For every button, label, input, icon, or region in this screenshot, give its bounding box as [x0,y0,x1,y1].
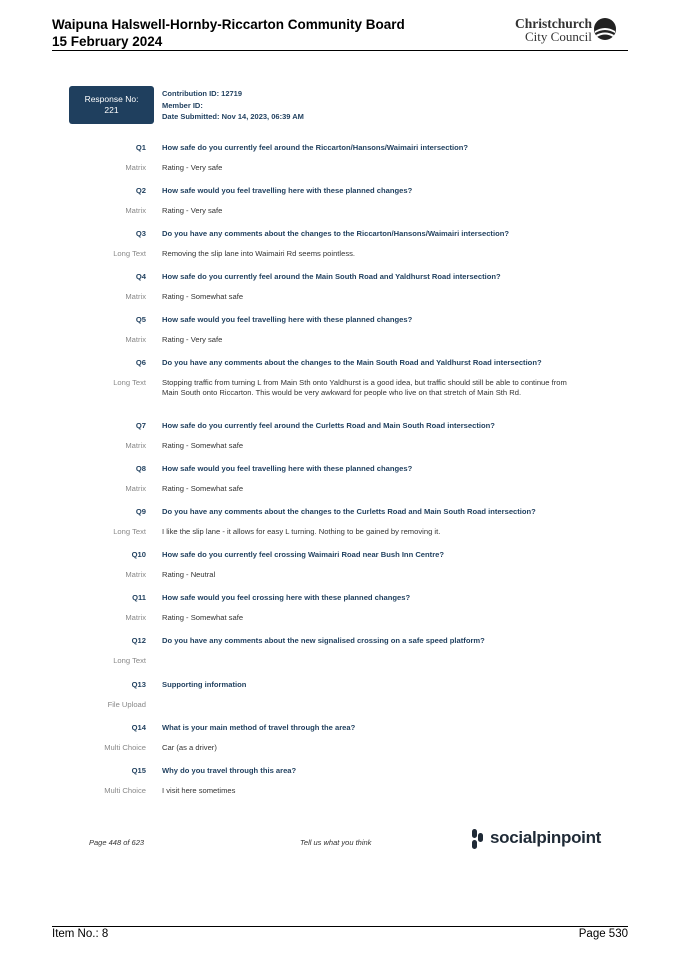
question-answer: Rating - Somewhat safe [162,484,244,493]
header-rule [52,50,628,51]
question-type: Long Text [113,527,146,536]
question-answer: I visit here sometimes [162,786,236,795]
question-text: Do you have any comments about the changes to the Main South Road and Yaldhurst Road intersection? [162,358,542,367]
question-text: Supporting information [162,680,247,689]
question-number: Q8 [135,464,146,473]
question-type: Matrix [125,292,146,301]
page-count: Page 448 of 623 [89,838,145,847]
question-answer: Rating - Somewhat safe [162,292,244,301]
question-number: Q14 [131,723,146,732]
question-answer: Rating - Somewhat safe [162,613,244,622]
question-type: Matrix [125,484,146,493]
question-text: How safe do you currently feel around the Curletts Road and Main South Road intersection? [162,421,495,430]
tagline: Tell us what you think [300,838,372,847]
question-text: How safe do you currently feel crossing Waimairi Road near Bush Inn Centre? [162,550,445,559]
question-answer: Rating - Very safe [162,206,223,215]
question-number: Q3 [135,229,146,238]
question-number: Q2 [135,186,146,195]
question-number: Q7 [135,421,146,430]
question-text: How safe do you currently feel around the Riccarton/Hansons/Waimairi intersection? [162,143,469,152]
question-text: How safe would you feel travelling here with these planned changes? [162,315,413,324]
footer-rule [52,926,628,927]
question-type: Matrix [125,613,146,622]
question-type: Matrix [125,206,146,215]
question-text: Do you have any comments about the changes to the Riccarton/Hansons/Waimairi intersection? [162,229,509,238]
question-number: Q5 [135,315,146,324]
question-type: File Upload [107,700,146,709]
council-emblem-icon [593,16,617,42]
item-number: Item No.: 8 [52,928,109,940]
question-text: How safe would you feel crossing here with these planned changes? [162,593,411,602]
question-number: Q6 [135,358,146,367]
question-answer: Stopping traffic from turning L from Main Sth onto Yaldhurst is a good idea, but traffic should still be able to continue from Main South onto Riccarton. This would be very awkward for people who live on that stretch of Main Sth Rd. [162,378,567,397]
question-type: Long Text [113,656,146,665]
pin-icon [470,828,486,850]
response-meta: Contribution ID: 12719 Member ID: Date Submitted: Nov 14, 2023, 06:39 AM [162,89,304,121]
question-number: Q10 [131,550,146,559]
question-type: Multi Choice [104,786,146,795]
question-text: Do you have any comments about the new signalised crossing on a safe speed platform? [162,636,485,645]
page-number: Page 530 [578,928,628,940]
question-type: Multi Choice [104,743,146,752]
question-text: How safe would you feel travelling here with these planned changes? [162,186,413,195]
board-title: Waipuna Halswell-Hornby-Riccarton Community Board 15 February 2024 [52,17,405,49]
question-text: How safe would you feel travelling here with these planned changes? [162,464,413,473]
question-answer: Rating - Neutral [162,570,216,579]
question-type: Matrix [125,163,146,172]
question-answer: Car (as a driver) [162,743,217,752]
question-text: What is your main method of travel through the area? [162,723,356,732]
question-type: Matrix [125,570,146,579]
question-number: Q11 [132,593,146,602]
question-number: Q1 [135,143,146,152]
question-text: Why do you travel through this area? [162,766,297,775]
question-answer: Rating - Somewhat safe [162,441,244,450]
question-number: Q15 [131,766,146,775]
question-answer: Rating - Very safe [162,163,223,172]
question-type: Matrix [125,441,146,450]
question-type: Matrix [125,335,146,344]
question-answer: Rating - Very safe [162,335,223,344]
council-logo: Christchurch City Council [515,16,620,44]
question-type: Long Text [113,249,146,258]
question-number: Q12 [131,636,146,645]
question-type: Long Text [113,378,146,387]
question-answer: Removing the slip lane into Waimairi Rd seems pointless. [162,249,356,258]
question-answer: I like the slip lane - it allows for easy L turning. Nothing to be gained by removing it. [162,527,441,536]
question-text: How safe do you currently feel around the Main South Road and Yaldhurst Road intersection? [162,272,501,281]
question-number: Q13 [131,680,146,689]
question-number: Q9 [135,507,146,516]
question-text: Do you have any comments about the changes to the Curletts Road and Main South Road intersection? [162,507,536,516]
question-number: Q4 [135,272,146,281]
response-number-badge: Response No: 221 [69,86,154,124]
